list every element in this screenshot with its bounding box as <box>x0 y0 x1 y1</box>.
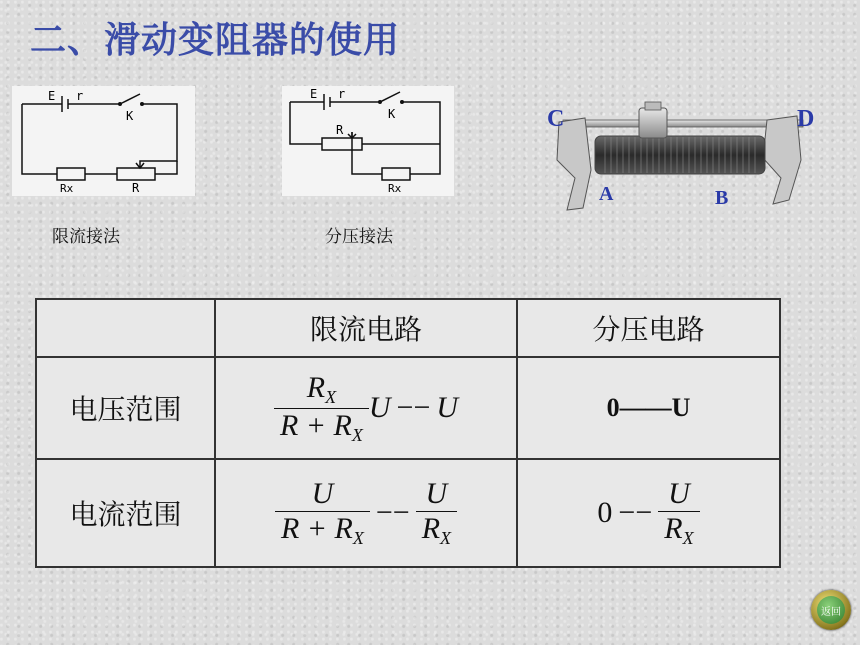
comparison-table <box>35 298 781 568</box>
label-k: K <box>388 107 396 121</box>
factor-u: U <box>368 391 391 424</box>
terminal-d-label: D <box>797 106 815 132</box>
voltage-divider-cell <box>517 357 780 459</box>
label-rx: Rx <box>388 182 402 195</box>
subscript: X <box>440 528 452 548</box>
range-separator: −− <box>618 496 653 529</box>
fraction <box>416 477 457 549</box>
label-r: r <box>76 89 84 103</box>
voltage-divider-range: 0——U <box>606 393 691 422</box>
back-nav-label: 返回 <box>821 606 841 618</box>
row-label-voltage: 电压范围 <box>36 357 215 459</box>
table-row-current <box>36 459 780 567</box>
denominator: R + R <box>279 408 352 442</box>
numerator: U <box>668 477 690 510</box>
current-divider-cell <box>517 459 780 567</box>
label-rheostat: R <box>132 181 140 195</box>
limiting-caption: 限流接法 <box>52 227 120 247</box>
header-empty-cell <box>36 299 215 357</box>
numerator: U <box>311 477 334 510</box>
current-limiting-formula <box>275 477 457 549</box>
range-start: 0 <box>597 496 613 529</box>
rheostat-svg <box>545 100 825 225</box>
divider-circuit-svg <box>282 86 454 196</box>
numerator: R <box>306 370 326 404</box>
label-e: E <box>48 89 56 103</box>
rheostat-illustration <box>545 100 825 225</box>
current-divider-formula <box>597 477 699 549</box>
label-e: E <box>310 87 318 101</box>
fraction <box>275 477 370 549</box>
range-separator: −− <box>375 496 410 529</box>
label-rheostat: R <box>336 123 344 137</box>
current-limiting-cell <box>215 459 517 567</box>
header-divider: 分压电路 <box>517 299 780 357</box>
voltage-limiting-cell <box>215 357 517 459</box>
label-rx: Rx <box>60 182 74 195</box>
range-separator: −− <box>396 391 431 424</box>
fraction <box>658 477 699 549</box>
table-row-voltage <box>36 357 780 459</box>
subscript: X <box>352 528 364 548</box>
subscript: X <box>351 424 363 445</box>
divider-caption: 分压接法 <box>325 227 393 247</box>
terminal-c-label: C <box>547 106 565 132</box>
limiting-circuit-svg <box>12 86 195 196</box>
table-header-row <box>36 299 780 357</box>
subscript: X <box>682 528 694 548</box>
denominator: R <box>664 512 683 545</box>
header-limiting: 限流电路 <box>215 299 517 357</box>
subscript: X <box>325 386 337 407</box>
voltage-divider-circuit-diagram <box>282 86 454 196</box>
denominator: R <box>421 512 441 545</box>
terminal-b-label: B <box>715 187 729 209</box>
range-end: U <box>436 391 459 424</box>
current-limiting-circuit-diagram <box>12 86 195 196</box>
back-nav-button[interactable] <box>811 590 851 630</box>
terminal-a-label: A <box>599 183 614 205</box>
back-nav-icon <box>817 596 845 624</box>
label-r: r <box>338 87 346 101</box>
numerator: U <box>425 477 448 510</box>
label-k: K <box>126 109 134 123</box>
slide-title: 二、滑动变阻器的使用 <box>30 20 401 61</box>
row-label-current: 电流范围 <box>36 459 215 567</box>
denominator: R + R <box>280 512 353 545</box>
voltage-limiting-formula <box>274 371 458 446</box>
fraction <box>274 371 369 446</box>
